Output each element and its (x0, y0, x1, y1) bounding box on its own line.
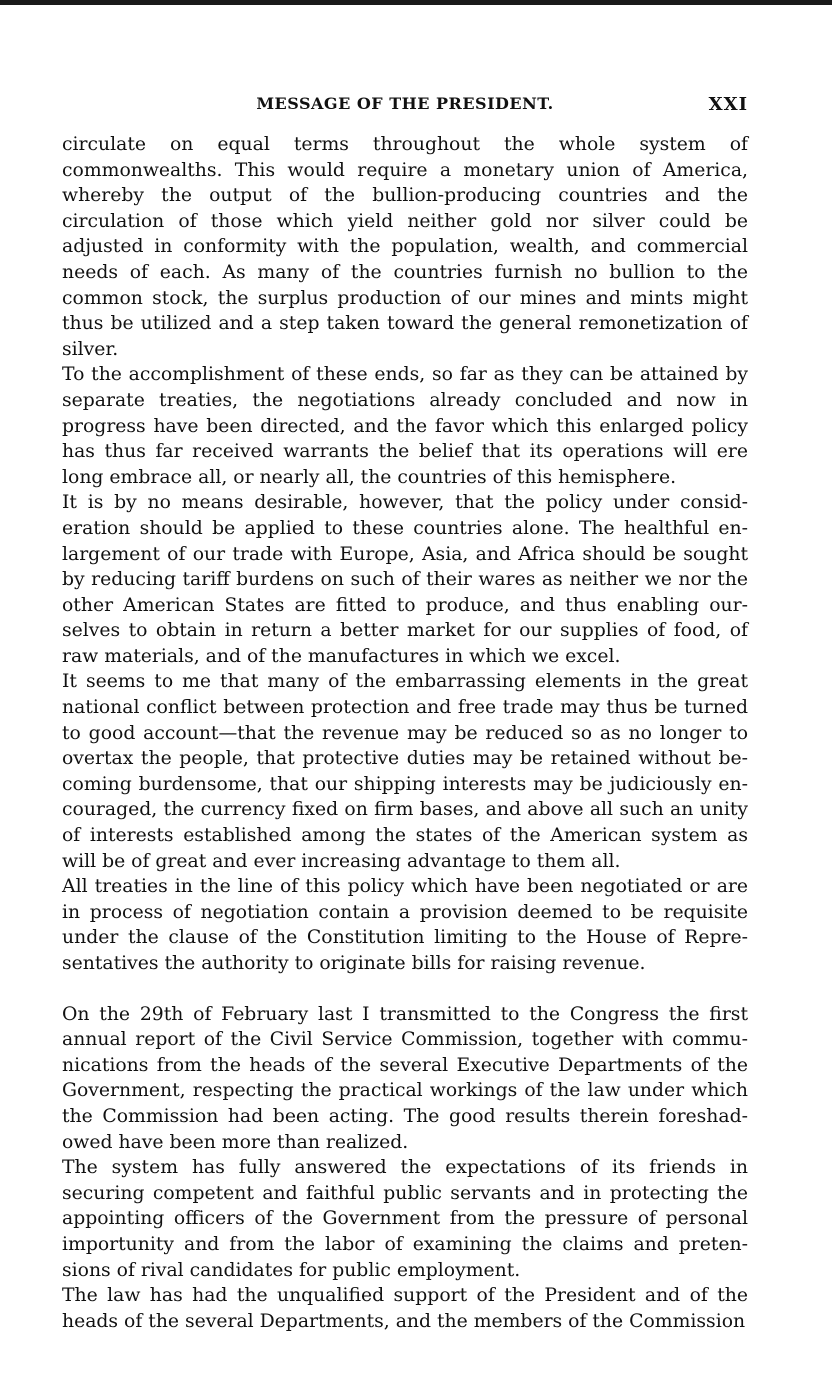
paragraph-3: It is by no means desirable, however, that the policy under consideration should be applied to these countries alone. The healthful enlargement of our trade with Europe, Asia, and Africa should be sought by reducing tariff burdens on such of their wares as neither we nor the other American States are fitted to produce, and thus enabling ourselves to obtain in return a better market for our supplies of food, of raw materials, and of the manufactures in which we excel. (62, 492, 748, 667)
paragraph-8: The law has had the unqualified support of the President and of the heads of the several Departments, and the members of the Commission (62, 1285, 748, 1332)
page-number: XXI (708, 94, 748, 115)
running-head: MESSAGE OF THE PRESIDENT. (256, 94, 554, 113)
paragraph-7: The system has fully answered the expectations of its friends in securing competent and faithful public servants and in protecting the appointing officers of the Government from the pressure of personal importunity and from the labor of examining the claims and pretensions of rival candidates for public employment. (62, 1157, 748, 1281)
paragraph-2: To the accomplishment of these ends, so far as they can be attained by separate treaties, the negotiations already concluded and now in progress have been directed, and the favor which this enlarged policy has thus far received warrants the belief that its operations will ere long embrace all, or nearly all, the countries of this hemisphere. (62, 364, 748, 488)
paragraph-4: It seems to me that many of the embarrassing elements in the great national conflict between protection and free trade may thus be turned to good account—that the revenue may be reduced so as no longer to overtax the people, that protective duties may be retained without becoming burdensome, that our shipping interests may be judiciously encouraged, the currency fixed on firm bases, and above all such an unity of interests established among the states of the American system as will be of great and ever increasing advantage to them all. (62, 671, 748, 872)
page-header (62, 90, 748, 120)
paragraph-5: All treaties in the line of this policy which have been negotiated or are in process of negotiation contain a provision deemed to be requisite under the clause of the Constitution limiting to the House of Representatives the authority to originate bills for raising revenue. (62, 876, 748, 974)
paragraph-1: circulate on equal terms throughout the whole system of commonwealths. This would require a monetary union of America, whereby the output of the bullion-producing countries and the circulation of those which yield neither gold nor silver could be adjusted in conformity with the population, wealth, and commercial needs of each. As many of the countries furnish no bullion to the common stock, the surplus production of our mines and mints might thus be utilized and a step taken toward the general remonetization of silver. (62, 134, 748, 360)
section-gap (62, 977, 748, 1002)
top-rule (0, 0, 832, 5)
paragraph-6: On the 29th of February last I transmitted to the Congress the first annual report of the Civil Service Commission, together with communications from the heads of the several Executive Departments of the Government, respecting the practical workings of the law under which the Commission had been acting. The good results therein foreshadowed have been more than realized. (62, 1003, 748, 1153)
body-text (62, 132, 748, 1334)
